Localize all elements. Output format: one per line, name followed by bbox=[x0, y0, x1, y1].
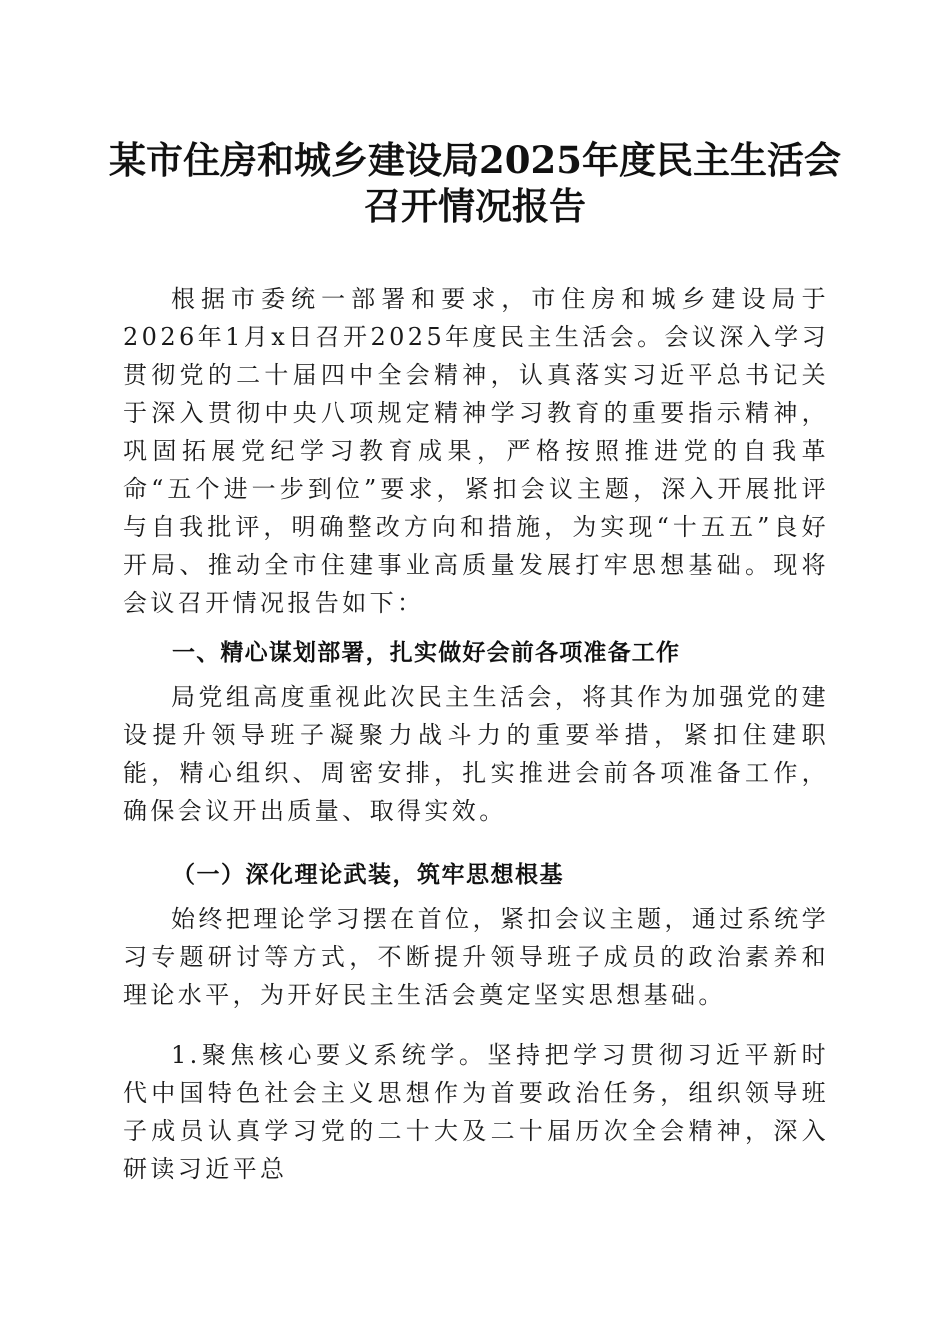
section-1-paragraph: 局党组高度重视此次民主生活会，将其作为加强党的建设提升领导班子凝聚力战斗力的重要举措，紧扣住建职能，精心组织、周密安排，扎实推进会前各项准备工作，确保会议开出质量、取得实效。 bbox=[123, 683, 829, 825]
item-1-paragraph: 1.聚焦核心要义系统学。坚持把学习贯彻习近平新时代中国特色社会主义思想作为首要政治任务，组织领导班子成员认真学习党的二十大及二十届历次全会精神，深入研读习近平总 bbox=[123, 1041, 829, 1183]
subsection-1-heading: （一）深化理论武装，筑牢思想根基 bbox=[172, 861, 564, 888]
document-title-line-2: 召开情况报告 bbox=[364, 184, 586, 228]
section-1-heading: 一、精心谋划部署，扎实做好会前各项准备工作 bbox=[172, 640, 681, 666]
intro-paragraph: 根据市委统一部署和要求，市住房和城乡建设局于2026年1月x日召开2025年度民主生活会。会议深入学习贯彻党的二十届四中全会精神，认真落实习近平总书记关于深入贯彻中央八项规定精神学习教育的重要指示精神，巩固拓展党纪学习教育成果，严格按照推进党的自我革命“五个进一步到位”要求，紧扣会议主题，深入开展批评与自我批评，明确整改方向和措施，为实现“十五五”良好开局、推动全市住建事业高质量发展打牢思想基础。现将会议召开情况报告如下： bbox=[123, 285, 829, 617]
subsection-1-paragraph: 始终把理论学习摆在首位，紧扣会议主题，通过系统学习专题研讨等方式，不断提升领导班子成员的政治素养和理论水平，为开好民主生活会奠定坚实思想基础。 bbox=[123, 905, 829, 1009]
document-title-line-1: 某市住房和城乡建设局2025年度民主生活会 bbox=[109, 138, 841, 182]
